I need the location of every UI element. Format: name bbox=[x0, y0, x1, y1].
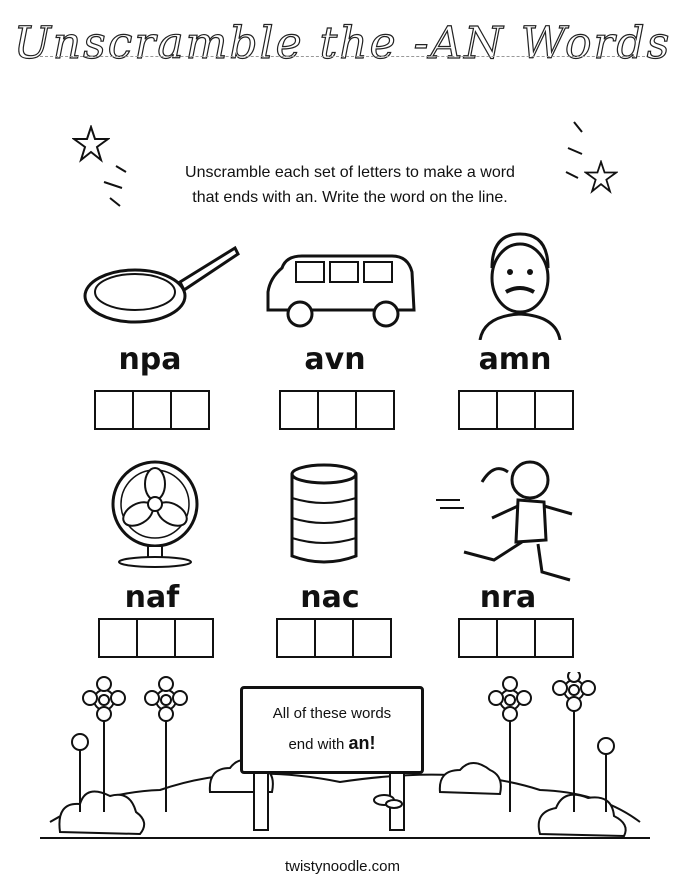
letter-box[interactable] bbox=[458, 618, 498, 658]
sign-emphasis: an! bbox=[348, 733, 376, 753]
scrambled-word: naf bbox=[124, 580, 180, 615]
instructions bbox=[120, 160, 580, 210]
sign-line-1: All of these words bbox=[272, 705, 392, 722]
answer-boxes[interactable] bbox=[94, 390, 210, 430]
answer-boxes[interactable] bbox=[276, 618, 392, 658]
footer-site: twistynoodle.com bbox=[284, 858, 401, 875]
letter-box[interactable] bbox=[496, 618, 536, 658]
letter-box[interactable] bbox=[534, 390, 574, 430]
letter-box[interactable] bbox=[352, 618, 392, 658]
answer-boxes[interactable] bbox=[98, 618, 214, 658]
letter-box[interactable] bbox=[314, 618, 354, 658]
letter-box[interactable] bbox=[132, 390, 172, 430]
answer-boxes[interactable] bbox=[279, 390, 395, 430]
instructions-line-2: that ends with an. Write the word on the line. bbox=[192, 189, 508, 206]
instructions-line-1: Unscramble each set of letters to make a word bbox=[185, 164, 515, 181]
title-guideline bbox=[40, 56, 645, 57]
letter-box[interactable] bbox=[174, 618, 214, 658]
letter-box[interactable] bbox=[136, 618, 176, 658]
scrambled-word: amn bbox=[478, 342, 552, 377]
scrambled-word: npa bbox=[118, 342, 182, 377]
answer-boxes[interactable] bbox=[458, 618, 574, 658]
letter-box[interactable] bbox=[496, 390, 536, 430]
letter-box[interactable] bbox=[317, 390, 357, 430]
star-icon bbox=[72, 125, 110, 163]
can-icon bbox=[286, 462, 362, 570]
wooden-sign bbox=[240, 686, 424, 774]
van-icon bbox=[262, 248, 422, 338]
sign-line-2-prefix: end with bbox=[288, 736, 349, 753]
letter-box[interactable] bbox=[355, 390, 395, 430]
letter-box[interactable] bbox=[98, 618, 138, 658]
scrambled-word: nac bbox=[300, 580, 360, 615]
scrambled-word: avn bbox=[304, 342, 366, 377]
running-girl-icon bbox=[434, 452, 584, 590]
letter-box[interactable] bbox=[458, 390, 498, 430]
sign-line-2 bbox=[243, 733, 421, 754]
frying-pan-icon bbox=[80, 240, 240, 330]
letter-box[interactable] bbox=[94, 390, 134, 430]
scrambled-word: nra bbox=[479, 580, 537, 615]
letter-box[interactable] bbox=[276, 618, 316, 658]
answer-boxes[interactable] bbox=[458, 390, 574, 430]
fan-icon bbox=[100, 458, 210, 568]
letter-box[interactable] bbox=[534, 618, 574, 658]
letter-box[interactable] bbox=[170, 390, 210, 430]
worksheet-title: Unscramble the -AN Words bbox=[13, 18, 672, 69]
letter-box[interactable] bbox=[279, 390, 319, 430]
man-icon bbox=[470, 228, 570, 340]
